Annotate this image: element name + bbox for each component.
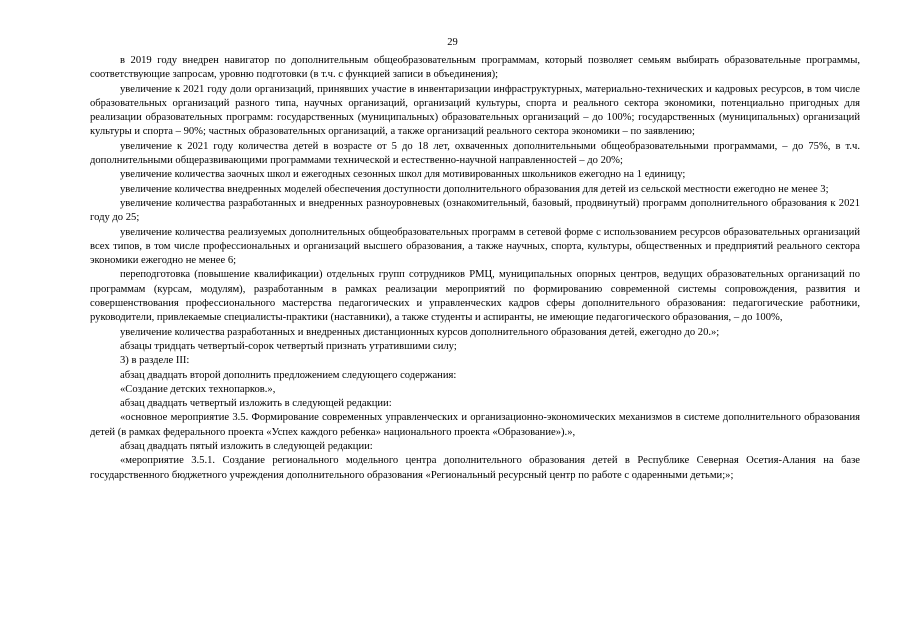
paragraph: увеличение количества реализуемых дополнительных общеобразовательных программ в сетевой форме с использованием ресурсов образовательных организаций всех типов, в том числе профессиональных и организаций высшего образования, а также научных, спорта, культуры, общественных и предприятий реального сектора экономики ежегодно не менее 6;	[90, 226, 860, 267]
paragraph: в 2019 году внедрен навигатор по дополнительным общеобразовательным программам, который позволяет семьям выбирать образовательные программы, соответствующие запросам, уровню подготовки (в т.ч. с функцией записи в объединения);	[90, 55, 860, 81]
paragraph: увеличение к 2021 году доли организаций, принявших участие в инвентаризации инфраструктурных, материально-технических и кадровых ресурсов, в том числе образовательных организаций разного типа, научных организаций, организаций культуры, спорта и реального сектора экономики, потенциально пригодных для реализации образовательных программ: государственных (муниципальных) образовательных организаций – до 100%; государственных (муниципальных) организаций культуры и спорта – 90%; частных образовательных организаций, а также организаций реального сектора экономики – по заявлению;	[90, 83, 860, 138]
paragraph: 3) в разделе III:	[120, 355, 190, 367]
paragraph: увеличение к 2021 году количества детей в возрасте от 5 до 18 лет, охваченных дополнительными общеобразовательными программами, – до 75%, в т.ч. дополнительными общеразвивающими программами технической и естественно-научной направленностей – до 20%;	[90, 140, 860, 167]
paragraph: абзац двадцать второй дополнить предложением следующего содержания:	[120, 369, 457, 381]
paragraph: увеличение количества разработанных и внедренных разноуровневых (ознакомительный, базовый, продвинутый) программ дополнительного образования к 2021 году до 25;	[90, 197, 860, 224]
paragraph: переподготовка (повышение квалификации) отдельных групп сотрудников РМЦ, муниципальных опорных центров, ведущих образовательных организаций по программам (курсам, модулям), разработанным в рамках реализации мероприятий по формированию современной системы сопровождения, развития и совершенствования профессионального мастерства педагогических и управленческих кадров сферы дополнительного образования: педагогические работники, руководители, привлекаемые специалисты-практики (наставники), а также студенты и аспиранты, не имеющие педагогического образования, – до 100%,	[90, 269, 860, 324]
paragraph: увеличение количества внедренных моделей обеспечения доступности дополнительного образования для детей из сельской местности ежегодно не менее 3;	[120, 183, 829, 195]
paragraph: абзац двадцать пятый изложить в следующей редакции:	[120, 441, 373, 453]
paragraph: абзацы тридцать четвертый-сорок четвертый признать утратившими силу;	[120, 340, 457, 352]
paragraph: увеличение количества разработанных и внедренных дистанционных курсов дополнительного образования детей, ежегодно до 20.»;	[120, 326, 720, 338]
paragraph: увеличение количества заочных школ и ежегодных сезонных школ для мотивированных школьников ежегодно на 1 единицу;	[120, 169, 686, 181]
document-body	[90, 54, 860, 483]
paragraph: «мероприятие 3.5.1. Создание регионального модельного центра дополнительного образования детей в Республике Северная Осетия-Алания на базе государственного бюджетного учреждения дополнительного образования «Региональный ресурсный центр по работе с одаренными детьми;»;	[90, 455, 860, 481]
page-number: 29	[447, 37, 458, 48]
paragraph: «Создание детских технопарков.»,	[120, 383, 276, 395]
paragraph: абзац двадцать четвертый изложить в следующей редакции:	[120, 398, 392, 410]
paragraph: «основное мероприятие 3.5. Формирование современных управленческих и организационно-экономических механизмов в системе дополнительного образования детей (в рамках федерального проекта «Успех каждого ребенка» национального проекта «Образование»).»,	[90, 412, 860, 438]
